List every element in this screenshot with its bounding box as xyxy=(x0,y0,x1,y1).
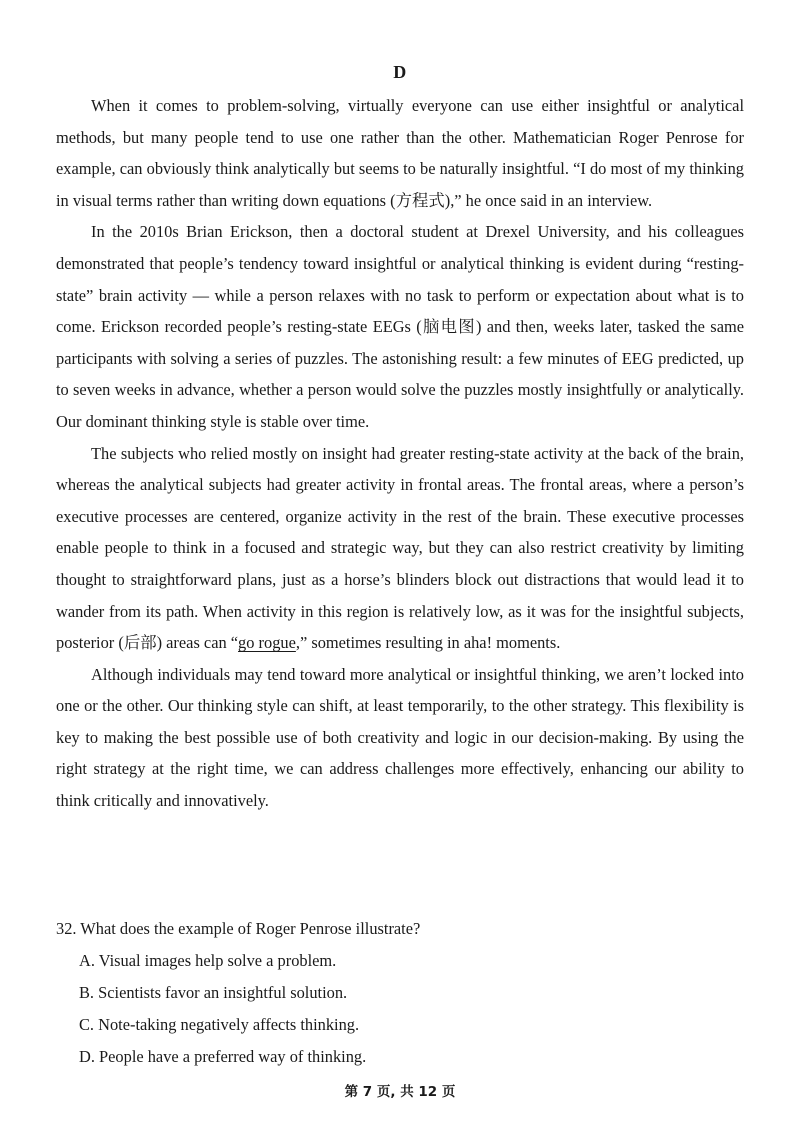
option-c: C. Note-taking negatively affects thinking. xyxy=(79,1015,360,1034)
underlined-phrase: go rogue xyxy=(238,633,296,653)
option-d: D. People have a preferred way of thinking. xyxy=(79,1047,367,1066)
section-heading: D xyxy=(393,62,407,82)
question-32 xyxy=(56,913,744,1073)
paragraph-4: Although individuals may tend toward more analytical or insightful thinking, we aren’t locked into one or the other. Our thinking style can shift, at least temporarily, to the other strategy. This flexibility is key to making the best possible use of both creativity and logic in our decision-making. By using the right strategy at the right time, we can address challenges more effectively, enhancing our ability to think critically and innovatively. xyxy=(56,664,744,811)
paragraph-3-text-after: ,” sometimes resulting in aha! moments. xyxy=(295,633,561,653)
paragraph-2: In the 2010s Brian Erickson, then a doctoral student at Drexel University, and his colleagues demonstrated that people’s tendency toward insightful or analytical thinking is evident during “resting-state” brain activity — while a person relaxes with no task to perform or expectation about what is to come. Erickson recorded people’s resting-state EEGs (脑电图) and then, weeks later, tasked the same participants with solving a series of puzzles. The astonishing result: a few minutes of EEG predicted, up to seven weeks in advance, whether a person would solve the puzzles mostly insightfully or analytically. Our dominant thinking style is stable over time. xyxy=(56,222,744,431)
answer-options xyxy=(56,945,744,1073)
page-number: 第 7 页, 共 12 页 xyxy=(344,1084,456,1100)
option-b: B. Scientists favor an insightful solution. xyxy=(79,983,348,1002)
question-stem: 32. What does the example of Roger Penrose illustrate? xyxy=(56,919,421,938)
paragraph-3-text-before: The subjects who relied mostly on insight had greater resting-state activity at the back of the brain, whereas the analytical subjects had greater activity in frontal areas. The frontal areas, where a person’s executive processes are centered, organize activity in the rest of the brain. These executive processes enable people to think in a focused and strategic way, but they can also restrict creativity by limiting thought to straightforward plans, just as a horse’s blinders block out distractions that would lead it to wander from its path. When activity in this region is relatively low, as it was for the insightful subjects, posterior (后部) areas can “ xyxy=(56,443,744,653)
reading-passage xyxy=(56,90,744,817)
paragraph-3 xyxy=(56,438,744,659)
option-a: A. Visual images help solve a problem. xyxy=(79,951,337,970)
paragraph-1: When it comes to problem-solving, virtually everyone can use either insightful or analytical methods, but many people tend to use one rather than the other. Mathematician Roger Penrose for example, can obviously think analytically but seems to be naturally insightful. “I do most of my thinking in visual terms rather than writing down equations (方程式),” he once said in an interview. xyxy=(56,96,744,210)
